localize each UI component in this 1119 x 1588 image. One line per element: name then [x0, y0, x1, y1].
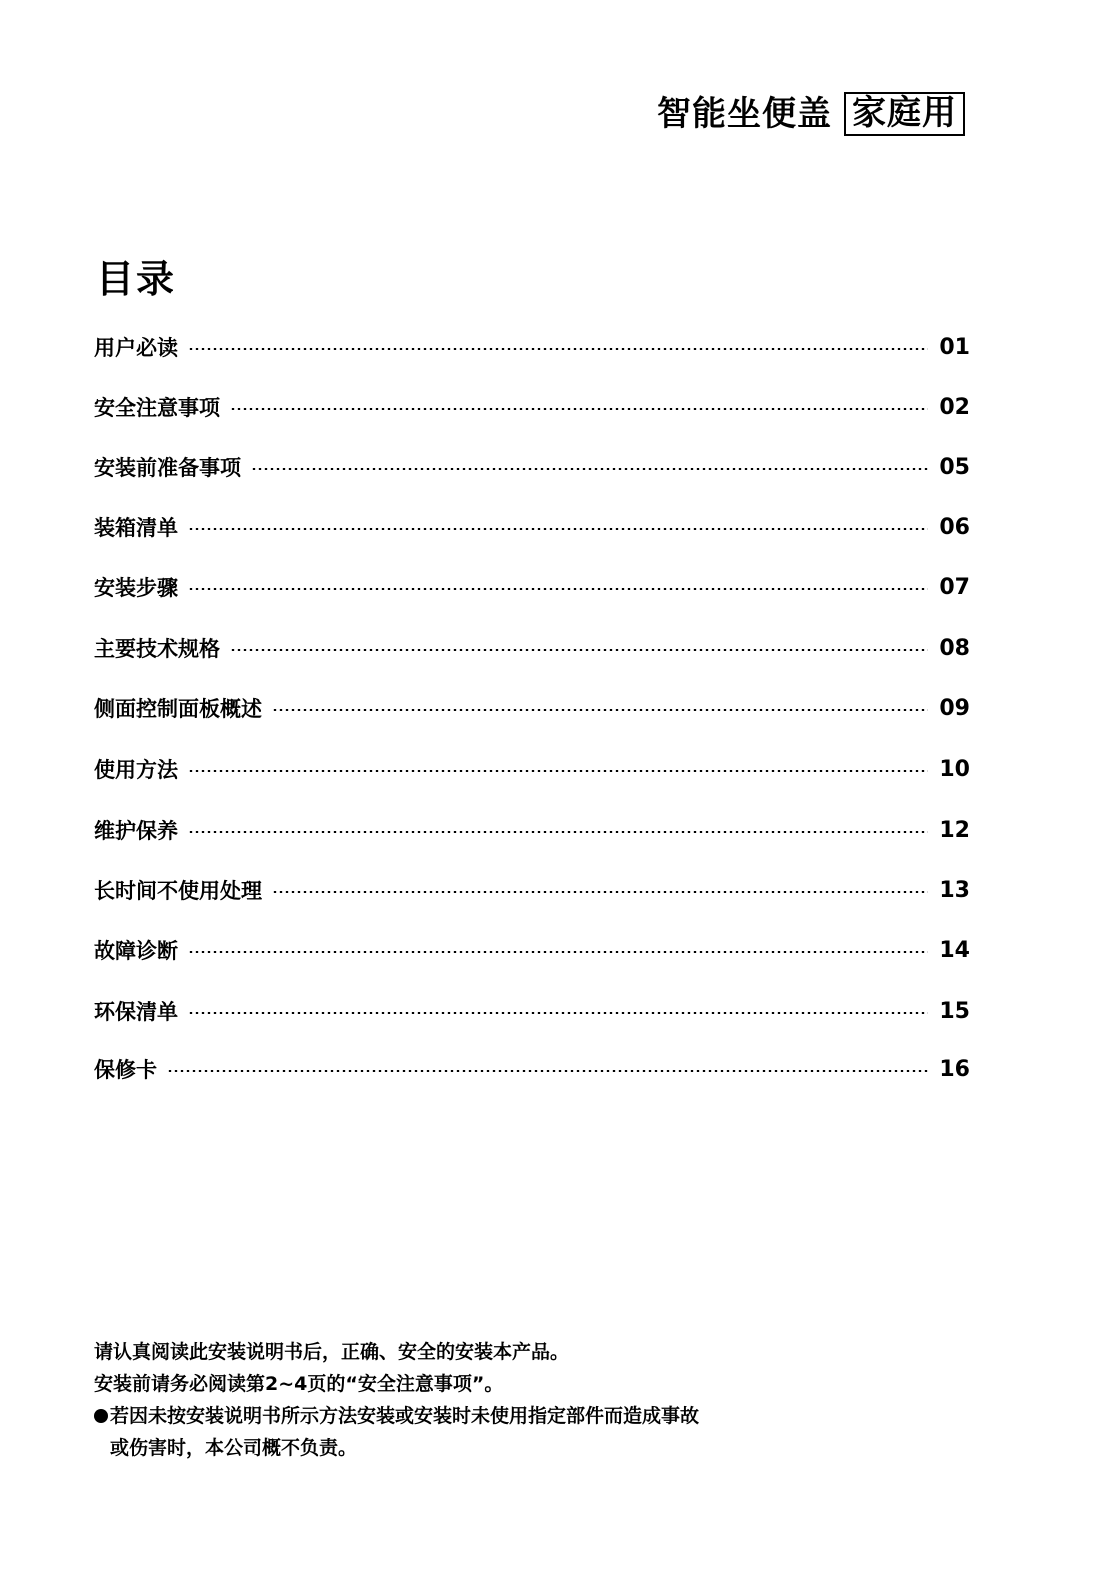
toc-entry-label: 侧面控制面板概述: [94, 697, 262, 721]
toc-entry-page: 14: [939, 937, 970, 963]
toc-leader-dots: [230, 408, 928, 410]
toc-entry-label: 用户必读: [94, 336, 178, 360]
toc-leader-dots: [188, 831, 928, 833]
toc-entry[interactable]: [94, 994, 970, 1028]
toc-entry-label: 安装前准备事项: [94, 456, 241, 480]
toc-entry[interactable]: [94, 390, 970, 424]
toc-leader-dots: [188, 588, 928, 590]
toc-leader-dots: [188, 1012, 928, 1014]
toc-entry-label: 长时间不使用处理: [94, 879, 262, 903]
note-disclaimer: [94, 1400, 699, 1432]
toc-leader-dots: [272, 709, 928, 711]
toc-leader-dots: [251, 468, 928, 470]
toc-entry-label: 使用方法: [94, 758, 178, 782]
note-read-manual: 请认真阅读此安装说明书后，正确、安全的安装本产品。: [94, 1341, 570, 1363]
toc-entry-page: 08: [939, 635, 970, 661]
toc-entry[interactable]: [94, 631, 970, 665]
category-badge: 家庭用: [844, 92, 965, 136]
toc-entry-page: 16: [939, 1056, 970, 1082]
toc-entry[interactable]: [94, 510, 970, 544]
toc-entry[interactable]: [94, 570, 970, 604]
toc-entry-page: 02: [939, 394, 970, 420]
toc-entry[interactable]: [94, 873, 970, 907]
toc-entry-label: 维护保养: [94, 819, 178, 843]
toc-entry-label: 安装步骤: [94, 576, 178, 600]
toc-entry-label: 保修卡: [94, 1058, 157, 1082]
bullet-icon: [94, 1409, 108, 1423]
toc-entry-label: 主要技术规格: [94, 637, 220, 661]
document-header: [657, 92, 965, 136]
toc-entry[interactable]: [94, 1052, 970, 1086]
toc-entry[interactable]: [94, 933, 970, 967]
toc-entry-page: 10: [939, 756, 970, 782]
toc-entry-page: 06: [939, 514, 970, 540]
note-disclaimer-continued: 或伤害时，本公司概不负责。: [110, 1437, 358, 1459]
toc-entry-page: 12: [939, 817, 970, 843]
toc-leader-dots: [188, 951, 928, 953]
product-name: 智能坐便盖: [657, 94, 832, 135]
toc-entry-page: 01: [939, 334, 970, 360]
toc-entry[interactable]: [94, 450, 970, 484]
toc-entry-label: 安全注意事项: [94, 396, 220, 420]
toc-entry-page: 13: [939, 877, 970, 903]
note-disclaimer-text: 若因未按安装说明书所示方法安装或安装时未使用指定部件而造成事故: [110, 1405, 700, 1427]
toc-leader-dots: [188, 770, 928, 772]
toc-title: 目录: [96, 257, 177, 301]
toc-leader-dots: [167, 1070, 928, 1072]
toc-entry[interactable]: [94, 752, 970, 786]
toc-entry[interactable]: [94, 691, 970, 725]
toc-leader-dots: [272, 891, 928, 893]
toc-leader-dots: [230, 649, 928, 651]
toc-entry-page: 15: [939, 998, 970, 1024]
toc-leader-dots: [188, 528, 928, 530]
toc-entry-page: 05: [939, 454, 970, 480]
installation-notes: [94, 1336, 699, 1464]
toc-entry[interactable]: [94, 813, 970, 847]
toc-entry-label: 环保清单: [94, 1000, 178, 1024]
toc-entry-label: 装箱清单: [94, 516, 178, 540]
toc-entry[interactable]: [94, 330, 970, 364]
toc-leader-dots: [188, 348, 928, 350]
toc-entry-page: 09: [939, 695, 970, 721]
note-safety-pages: 安装前请务必阅读第2~4页的“安全注意事项”。: [94, 1373, 504, 1395]
toc-entry-label: 故障诊断: [94, 939, 178, 963]
toc-entry-page: 07: [939, 574, 970, 600]
